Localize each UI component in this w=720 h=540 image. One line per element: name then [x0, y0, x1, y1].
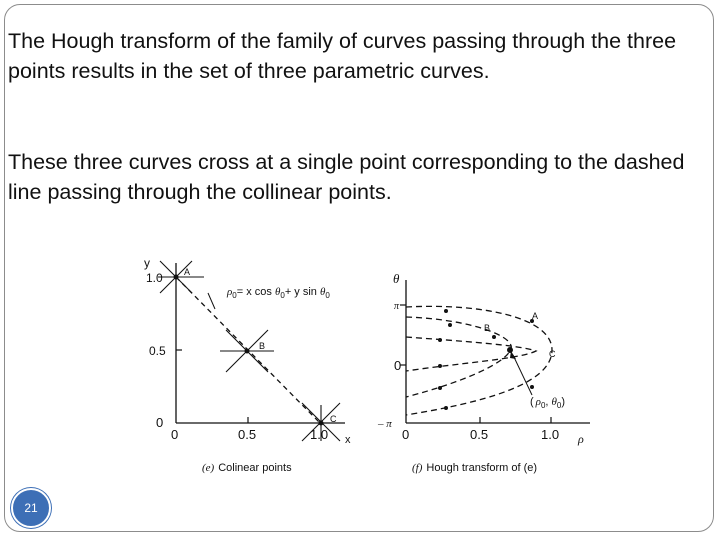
point-c-label: C [330, 414, 337, 424]
right-y-label: θ [393, 271, 400, 286]
left-x-label: x [345, 434, 351, 446]
hough-transform-figure [140, 245, 600, 485]
intersection-arrow [513, 355, 532, 395]
point-b-label: B [259, 341, 266, 351]
right-x-tick-mid-label: 0.5 [470, 427, 489, 442]
left-y-tick-mid-label: 0.5 [149, 344, 166, 358]
left-panel [144, 256, 351, 474]
left-y-label: y [144, 256, 150, 270]
figure-svg [140, 245, 600, 485]
right-caption: (f) Hough transform of (e) [412, 462, 538, 474]
curve-a-label: A [532, 311, 539, 321]
page-number-badge: 21 [11, 488, 51, 528]
crossing-point-label: ( $\rho_0$, $\theta_0$) [530, 396, 565, 410]
intersection-arrowhead [510, 351, 516, 359]
curve-b [406, 317, 511, 397]
paragraph-curves-cross: These three curves cross at a single point corresponding to the dashed line passing through the collinear points. [8, 150, 685, 204]
right-y-tick-zero-label: 0 [394, 358, 402, 373]
left-y-tick-zero: 0 [156, 415, 164, 430]
right-x-tick-zero-label: 0 [402, 427, 410, 442]
point-a-label: A [184, 267, 191, 277]
right-y-tick-bottom-label: – π [378, 418, 392, 430]
point-b-marker [220, 330, 274, 372]
line-equation: $\rho_0= x$ $\cos \theta_0+ y$ $\sin \theta_0$ [227, 286, 330, 300]
right-x-tick-end-label: 1.0 [541, 427, 560, 442]
curve-c [406, 337, 536, 371]
rho-pointer-line [208, 293, 215, 309]
left-y-tick-top: 1.0 [146, 271, 163, 285]
right-y-tick-top-label: π [394, 301, 400, 312]
left-x-tick-end: 1.0 [310, 427, 329, 442]
curve-intersection-point [507, 347, 513, 353]
point-a-marker [158, 261, 204, 293]
left-caption: (e) Colinear points [202, 462, 292, 474]
left-x-tick-zero: 0 [171, 427, 179, 442]
curve-c-label: C [549, 349, 556, 359]
left-x-tick-mid-label: 0.5 [238, 427, 257, 442]
right-x-label: ρ [578, 432, 584, 446]
curve-b-label: B [484, 323, 491, 333]
right-panel [377, 271, 590, 474]
paragraph-hough-transform: The Hough transform of the family of curves passing through the three points results in the set of three parametric curves. [8, 29, 677, 83]
